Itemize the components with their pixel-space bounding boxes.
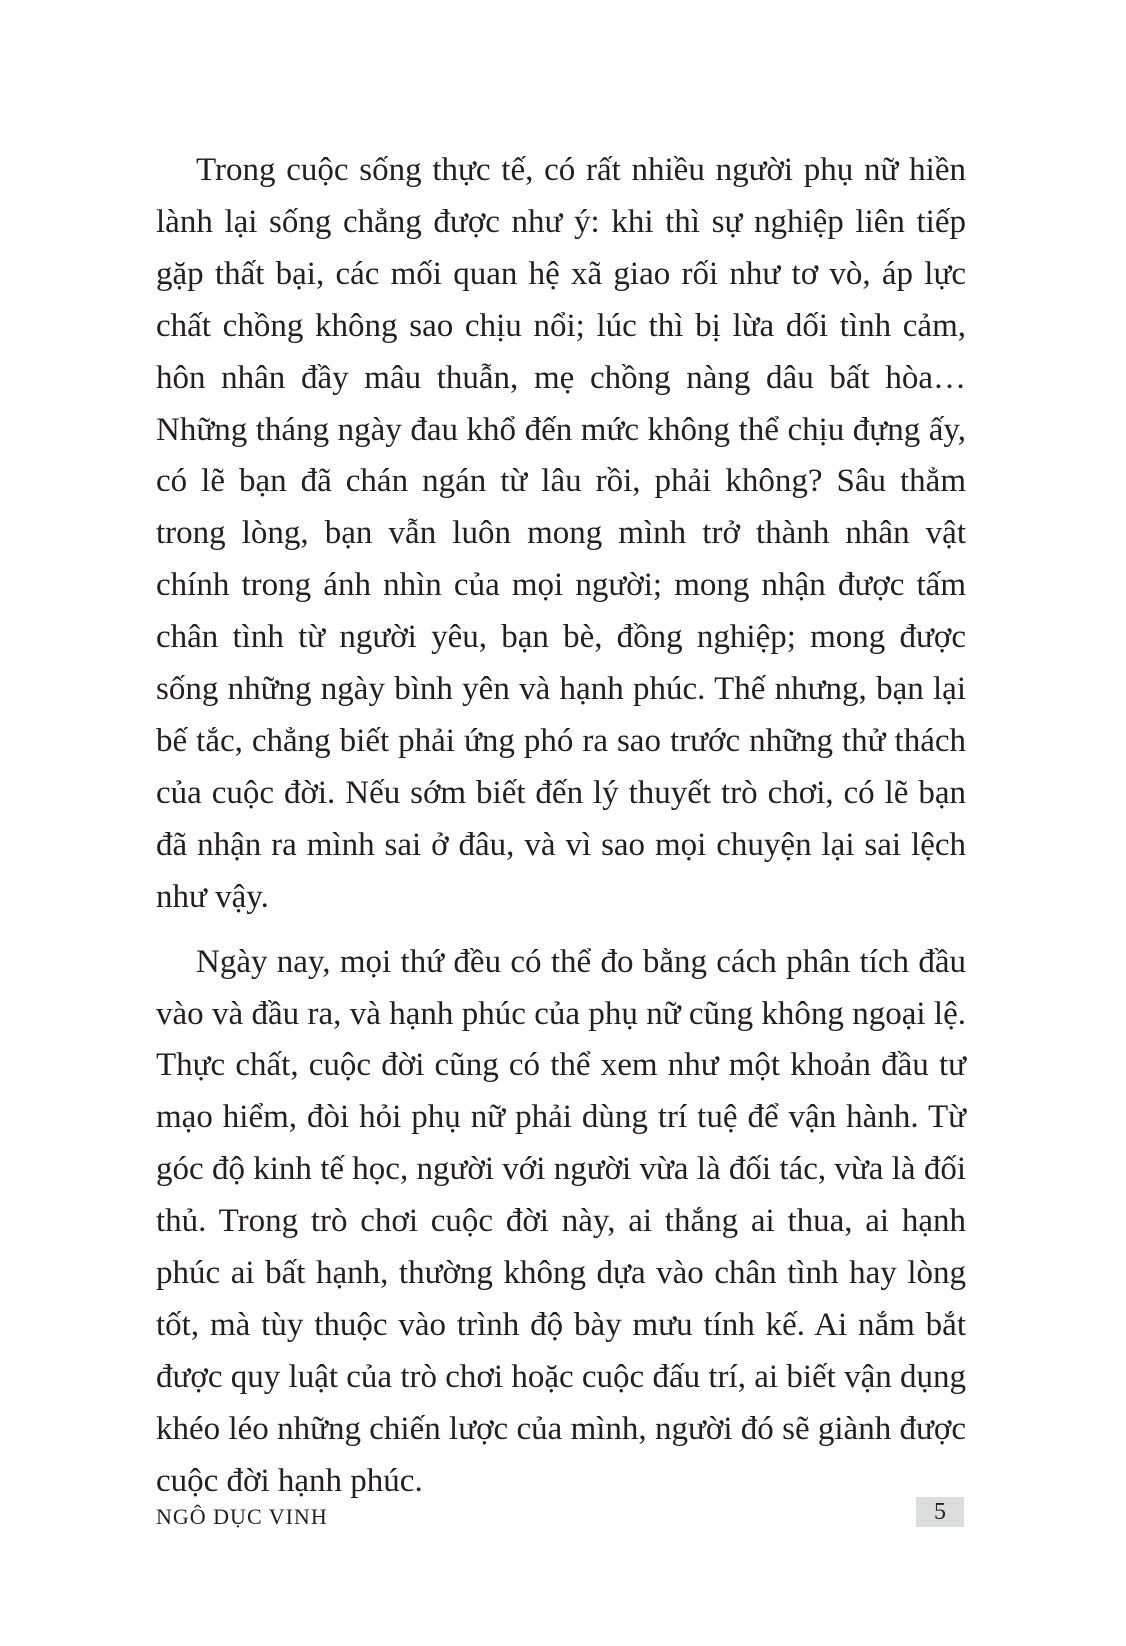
paragraph-2: Ngày nay, mọi thứ đều có thể đo bằng cách phân tích đầu vào và đầu ra, và hạnh phúc của phụ nữ cũng không ngoại lệ. Thực chất, cuộc đời cũng có thể xem như một khoản đầu tư mạo hiểm, đòi hỏi phụ nữ phải dùng trí tuệ để vận hành. Từ góc độ kinh tế học, người với người vừa là đối tác, vừa là đối thủ. Trong trò chơi cuộc đời này, ai thắng ai thua, ai hạnh phúc ai bất hạnh, thường không dựa vào chân tình hay lòng tốt, mà tùy thuộc vào trình độ bày mưu tính kế. Ai nắm bắt được quy luật của trò chơi hoặc cuộc đấu trí, ai biết vận dụng khéo léo những chiến lược của mình, người đó sẽ giành được cuộc đời hạnh phúc. [156,943,966,1499]
paragraph-1: Trong cuộc sống thực tế, có rất nhiều người phụ nữ hiền lành lại sống chẳng được như ý: khi thì sự nghiệp liên tiếp gặp thất bại, các mối quan hệ xã giao rối như tơ vò, áp lực chất chồng không sao chịu nổi; lúc thì bị lừa dối tình cảm, hôn nhân đầy mâu thuẫn, mẹ chồng nàng dâu bất hòa… Những tháng ngày đau khổ đến mức không thể chịu đựng ấy, có lẽ bạn đã chán ngán từ lâu rồi, phải không? Sâu thẳm trong lòng, bạn vẫn luôn mong mình trở thành nhân vật chính trong ánh nhìn của mọi người; mong nhận được tấm chân tình từ người yêu, bạn bè, đồng nghiệp; mong được sống những ngày bình yên và hạnh phúc. Thế nhưng, bạn lại bế tắc, chẳng biết phải ứng phó ra sao trước những thử thách của cuộc đời. Nếu sớm biết đến lý thuyết trò chơi, có lẽ bạn đã nhận ra mình sai ở đâu, và vì sao mọi chuyện lại sai lệch như vậy. [156,152,966,915]
footer-author: NGÔ DỤC VINH [156,1504,328,1529]
page-number: 5 [916,1497,964,1527]
body-text [156,145,966,1508]
